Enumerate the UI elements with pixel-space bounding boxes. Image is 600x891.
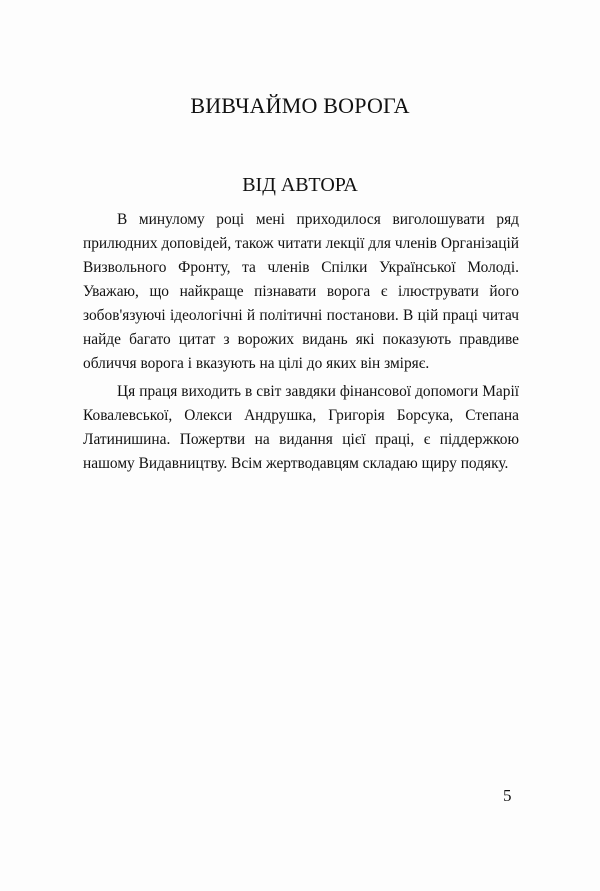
page-number: 5 — [503, 786, 512, 805]
page-title: ВИВЧАЙМО ВОРОГА — [190, 93, 410, 118]
paragraph-1: В минулому році мені приходилося виголошувати ряд прилюдних доповідей, також читати лекції для членів Організацій Визвольного Фронту, та членів Спілки Української Молоді. Уважаю, що найкраще пізнавати ворога є ілюструвати його зобов'язуючі ідеологічні й політичні постанови. В цій праці читач найде багато цитат з ворожих видань які показують правдиве обличчя ворога і вказують на цілі до яких він зміряє. — [83, 211, 519, 372]
paragraph-2: Ця праця виходить в світ завдяки фінансової допомоги Марії Ковалевської, Олекси Андрушка, Григорія Борсука, Степана Латинишина. Пожертви на видання цієї праці, є піддержкою нашому Видавництву. Всім жертводавцям складаю щиру подяку. — [83, 383, 519, 472]
section-heading: ВІД АВТОРА — [242, 174, 358, 196]
body-text — [83, 208, 519, 476]
